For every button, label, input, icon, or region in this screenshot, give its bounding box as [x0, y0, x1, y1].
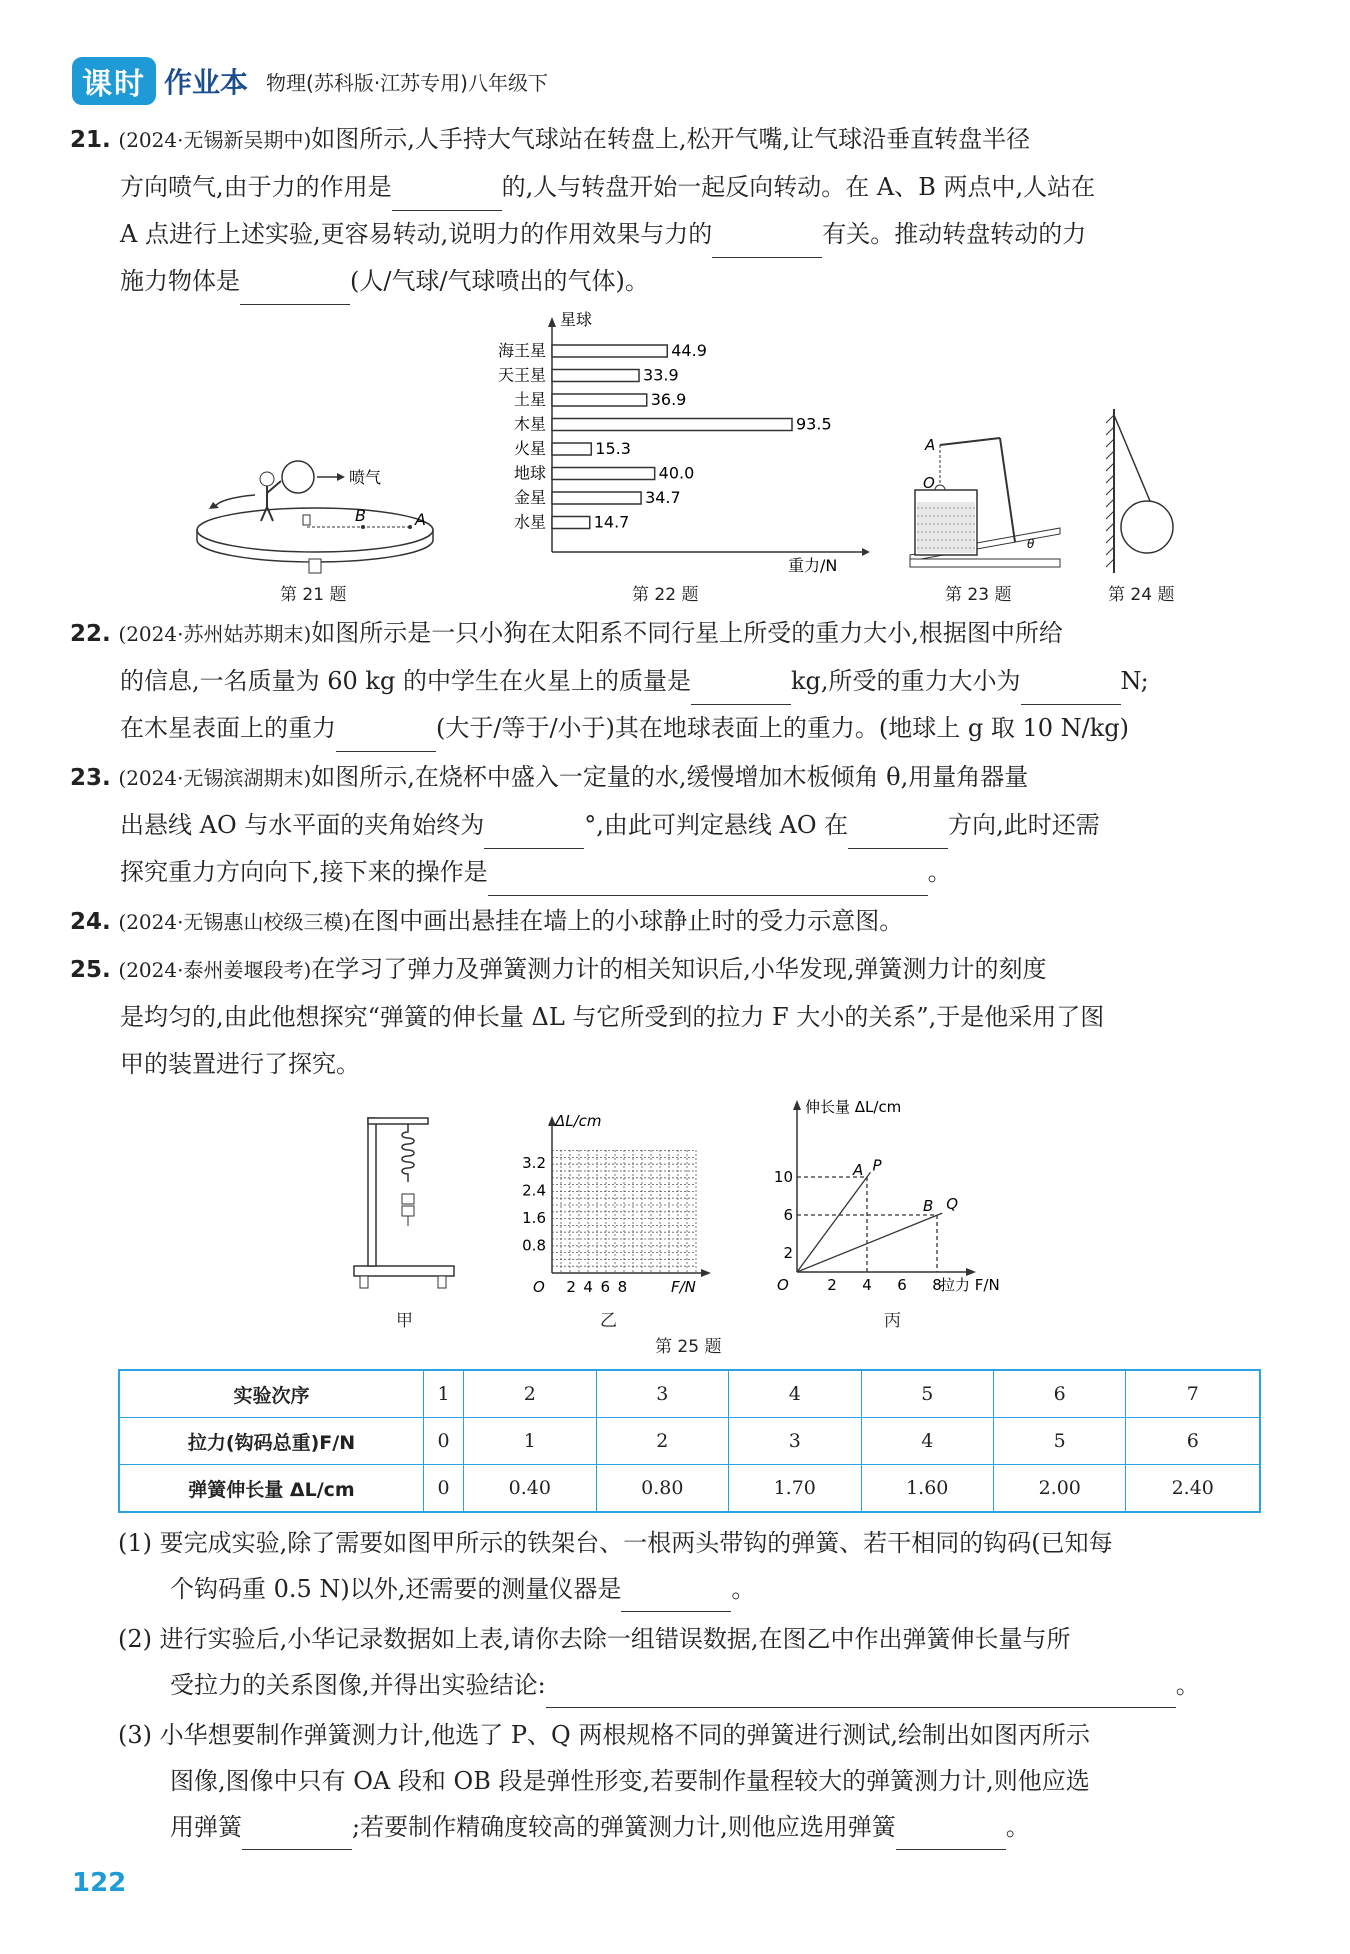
point-a-label: A — [925, 436, 936, 454]
figure-24-caption: 第 24 题 — [1108, 585, 1175, 605]
figure-25-jia — [350, 1108, 460, 1293]
answer-blank[interactable] — [691, 676, 791, 705]
bar-value-label: 33.9 — [643, 365, 679, 385]
table-cell: 2 — [464, 1370, 596, 1418]
y-tick-label: 2.4 — [522, 1181, 546, 1200]
question-text: 。 — [1175, 1671, 1200, 1699]
answer-blank[interactable] — [848, 820, 948, 849]
x-tick-label: 8 — [617, 1278, 628, 1296]
question-text: 是均匀的,由此他想探究“弹簧的伸长量 ΔL 与它所受到的拉力 F 大小的关系”,于是他采用了图 — [120, 1003, 1105, 1031]
question-text: (大于/等于/小于)其在地球表面上的重力。(地球上 g 取 10 N/kg) — [436, 714, 1130, 742]
answer-blank[interactable] — [546, 1679, 1176, 1708]
bar-category-label: 木星 — [513, 414, 546, 434]
question-text: 。 — [927, 858, 952, 886]
answer-blank[interactable] — [242, 1821, 352, 1850]
bar-category-label: 水星 — [513, 512, 546, 532]
brand-name: 作业本 — [164, 66, 249, 99]
x-axis-label: F/N — [671, 1278, 696, 1296]
y-axis-label: ΔL/cm — [555, 1112, 602, 1130]
answer-blank[interactable] — [392, 182, 502, 211]
question-text: (1) 要完成实验,除了需要如图甲所示的铁架台、一根两头带钩的弹簧、若干相同的钩码(已知每 — [118, 1529, 1113, 1557]
question-text: ;若要制作精确度较高的弹簧测力计,则他应选用弹簧 — [352, 1813, 896, 1841]
jet-label: 喷气 — [349, 468, 382, 487]
table-row — [119, 1418, 1260, 1465]
figure-25-bing-graph — [765, 1092, 1035, 1297]
table-cell: 0.80 — [596, 1465, 728, 1513]
question-text: A 点进行上述实验,更容易转动,说明力的作用效果与力的 — [120, 220, 713, 248]
table-cell: 3 — [729, 1418, 861, 1465]
figure-25-jia-label: 甲 — [396, 1311, 413, 1331]
bar-value-label: 93.5 — [796, 414, 832, 434]
figure-24 — [1100, 405, 1190, 580]
question-21 — [70, 116, 1262, 305]
x-tick-label: 2 — [827, 1276, 837, 1294]
question-text: 出悬线 AO 与水平面的夹角始终为 — [120, 811, 485, 839]
bar-value-label: 15.3 — [595, 439, 631, 458]
answer-blank[interactable] — [621, 1583, 731, 1612]
question-text: 。 — [1005, 1813, 1030, 1841]
y-tick-label: 2 — [783, 1244, 793, 1262]
x-tick-label: 4 — [583, 1278, 593, 1296]
y-tick-label: 10 — [773, 1168, 793, 1186]
bar — [552, 443, 591, 455]
question-text: 在木星表面上的重力 — [120, 714, 336, 742]
table-cell: 0 — [424, 1465, 464, 1513]
question-text: 个钩码重 0.5 N)以外,还需要的测量仪器是 — [170, 1575, 622, 1603]
answer-blank[interactable] — [1021, 676, 1121, 705]
page-header — [72, 58, 548, 104]
experiment-table — [118, 1369, 1261, 1513]
x-tick-label: 4 — [862, 1276, 872, 1294]
question-number: 24. — [70, 909, 111, 935]
table-cell: 1.60 — [861, 1465, 993, 1513]
question-text: 有关。推动转盘转动的力 — [822, 220, 1087, 248]
question-text: 用弹簧 — [170, 1813, 242, 1841]
table-header: 弹簧伸长量 ΔL/cm — [119, 1465, 424, 1513]
table-cell: 0.40 — [464, 1465, 596, 1513]
bar-value-label: 14.7 — [593, 512, 630, 532]
point-b-label: B — [923, 1197, 934, 1215]
figure-22-chart — [470, 305, 870, 580]
brand-logo: 课时 — [72, 57, 156, 105]
question-text: 受拉力的关系图像,并得出实验结论: — [170, 1671, 546, 1699]
table-cell: 2.00 — [993, 1465, 1125, 1513]
x-tick-label: 2 — [566, 1278, 576, 1296]
question-text: N; — [1120, 667, 1149, 695]
table-cell: 2 — [596, 1418, 728, 1465]
bar-category-label: 土星 — [513, 390, 546, 409]
table-cell: 3 — [596, 1370, 728, 1418]
table-cell: 4 — [729, 1370, 861, 1418]
figure-22-caption: 第 22 题 — [632, 585, 699, 605]
bar — [552, 345, 667, 357]
origin-label: O — [777, 1276, 789, 1294]
sub-question-1 — [118, 1520, 1262, 1612]
question-25 — [70, 946, 1262, 1088]
answer-blank[interactable] — [712, 229, 822, 258]
x-tick-label: 8 — [932, 1276, 942, 1294]
answer-blank[interactable] — [240, 276, 350, 305]
table-cell: 4 — [861, 1418, 993, 1465]
theta-label: θ — [1027, 537, 1035, 551]
sub-question-3 — [118, 1712, 1262, 1850]
answer-blank[interactable] — [896, 1821, 1006, 1850]
bar-category-label: 金星 — [513, 488, 546, 507]
table-cell: 0 — [424, 1418, 464, 1465]
bar-value-label: 34.7 — [645, 488, 681, 507]
bar-value-label: 44.9 — [671, 341, 707, 360]
y-axis-label: 伸长量 ΔL/cm — [805, 1098, 902, 1116]
question-number: 25. — [70, 957, 111, 983]
question-text: 甲的装置进行了探究。 — [120, 1050, 360, 1078]
table-row — [119, 1465, 1260, 1513]
table-row — [119, 1370, 1260, 1418]
question-source: (2024·苏州姑苏期末) — [118, 622, 312, 646]
figure-25-yi-label: 乙 — [600, 1311, 617, 1331]
bar-category-label: 天王星 — [497, 365, 546, 385]
y-axis-label: 星球 — [560, 310, 593, 329]
question-text: °,由此可判定悬线 AO 在 — [584, 811, 849, 839]
figure-25-caption: 第 25 题 — [655, 1337, 722, 1357]
point-o-label: O — [923, 474, 935, 492]
bar-category-label: 地球 — [513, 463, 546, 483]
x-tick-label: 6 — [600, 1278, 611, 1296]
book-subject: 物理(苏科版·江苏专用)八年级下 — [266, 70, 548, 95]
question-text: 在图中画出悬挂在墙上的小球静止时的受力示意图。 — [351, 907, 904, 935]
question-source: (2024·无锡新吴期中) — [118, 128, 312, 152]
y-tick-label: 1.6 — [522, 1209, 546, 1227]
question-text: 如图所示,人手持大气球站在转盘上,松开气嘴,让气球沿垂直转盘半径 — [311, 125, 1031, 153]
table-cell: 5 — [861, 1370, 993, 1418]
table-cell: 7 — [1126, 1370, 1260, 1418]
page-number: 122 — [72, 1868, 127, 1898]
sub-question-2 — [118, 1616, 1262, 1708]
question-source: (2024·无锡惠山校级三模) — [118, 910, 352, 934]
x-axis-label: 拉力 F/N — [940, 1276, 1000, 1294]
question-number: 23. — [70, 765, 111, 791]
point-a-label: A — [853, 1161, 864, 1179]
table-cell: 2.40 — [1126, 1465, 1260, 1513]
figure-23 — [905, 430, 1080, 580]
bar-category-label: 火星 — [513, 439, 546, 458]
question-text: 探究重力方向向下,接下来的操作是 — [120, 858, 488, 886]
origin-label: O — [533, 1278, 545, 1296]
table-cell: 6 — [1126, 1418, 1260, 1465]
question-text: 。 — [731, 1575, 756, 1603]
table-header: 拉力(钩码总重)F/N — [119, 1418, 424, 1465]
question-text: 如图所示,在烧杯中盛入一定量的水,缓慢增加木板倾角 θ,用量角器量 — [311, 763, 1029, 791]
question-text: 方向喷气,由于力的作用是 — [120, 173, 392, 201]
answer-blank[interactable] — [484, 820, 584, 849]
figure-21-caption: 第 21 题 — [280, 585, 347, 605]
bar — [552, 370, 639, 382]
question-text: 图像,图像中只有 OA 段和 OB 段是弹性形变,若要制作量程较大的弹簧测力计,则他应选 — [170, 1767, 1090, 1795]
point-b-label: B — [355, 506, 366, 525]
bar-value-label: 40.0 — [658, 463, 695, 483]
answer-blank[interactable] — [488, 867, 928, 896]
question-source: (2024·泰州姜堰段考) — [118, 958, 312, 982]
question-number: 21. — [70, 127, 111, 153]
y-tick-label: 3.2 — [522, 1154, 546, 1172]
question-text: 如图所示是一只小狗在太阳系不同行星上所受的重力大小,根据图中所给 — [311, 619, 1063, 647]
point-a-label: A — [415, 510, 426, 529]
question-text: (2) 进行实验后,小华记录数据如上表,请你去除一组错误数据,在图乙中作出弹簧伸长量与所 — [118, 1625, 1071, 1653]
bar — [552, 468, 655, 480]
question-23 — [70, 754, 1262, 896]
question-text: (人/气球/气球喷出的气体)。 — [350, 267, 649, 295]
question-source: (2024·无锡滨湖期末) — [118, 766, 312, 790]
table-cell: 5 — [993, 1418, 1125, 1465]
bar — [552, 419, 792, 431]
question-text: 的信息,一名质量为 60 kg 的中学生在火星上的质量是 — [120, 667, 691, 695]
question-text: 方向,此时还需 — [948, 811, 1100, 839]
bar — [552, 394, 647, 406]
line-q-label: Q — [946, 1195, 959, 1214]
figure-25-yi-grid — [505, 1108, 715, 1298]
question-text: 在学习了弹力及弹簧测力计的相关知识后,小华发现,弹簧测力计的刻度 — [311, 955, 1047, 983]
answer-blank[interactable] — [336, 723, 436, 752]
question-text: (3) 小华想要制作弹簧测力计,他选了 P、Q 两根规格不同的弹簧进行测试,绘制出如图丙所示 — [118, 1721, 1090, 1749]
question-text: 的,人与转盘开始一起反向转动。在 A、B 两点中,人站在 — [501, 173, 1096, 201]
y-tick-label: 6 — [783, 1206, 793, 1224]
table-header: 实验次序 — [119, 1370, 424, 1418]
bar-value-label: 36.9 — [650, 390, 687, 409]
x-tick-label: 6 — [897, 1276, 907, 1294]
question-22 — [70, 610, 1262, 752]
table-cell: 6 — [993, 1370, 1125, 1418]
question-number: 22. — [70, 621, 111, 647]
bar — [552, 492, 641, 504]
line-p-label: P — [872, 1156, 882, 1175]
y-tick-label: 0.8 — [522, 1236, 546, 1255]
table-cell: 1 — [424, 1370, 464, 1418]
question-24 — [70, 898, 1262, 946]
question-text: 施力物体是 — [120, 267, 240, 295]
x-axis-label: 重力/N — [788, 556, 838, 575]
question-text: kg,所受的重力大小为 — [790, 667, 1021, 695]
table-cell: 1.70 — [729, 1465, 861, 1513]
figure-25-bing-label: 丙 — [884, 1311, 901, 1331]
bar-category-label: 海王星 — [497, 341, 546, 360]
figure-23-caption: 第 23 题 — [945, 585, 1012, 605]
bar — [552, 517, 590, 529]
table-cell: 1 — [464, 1418, 596, 1465]
